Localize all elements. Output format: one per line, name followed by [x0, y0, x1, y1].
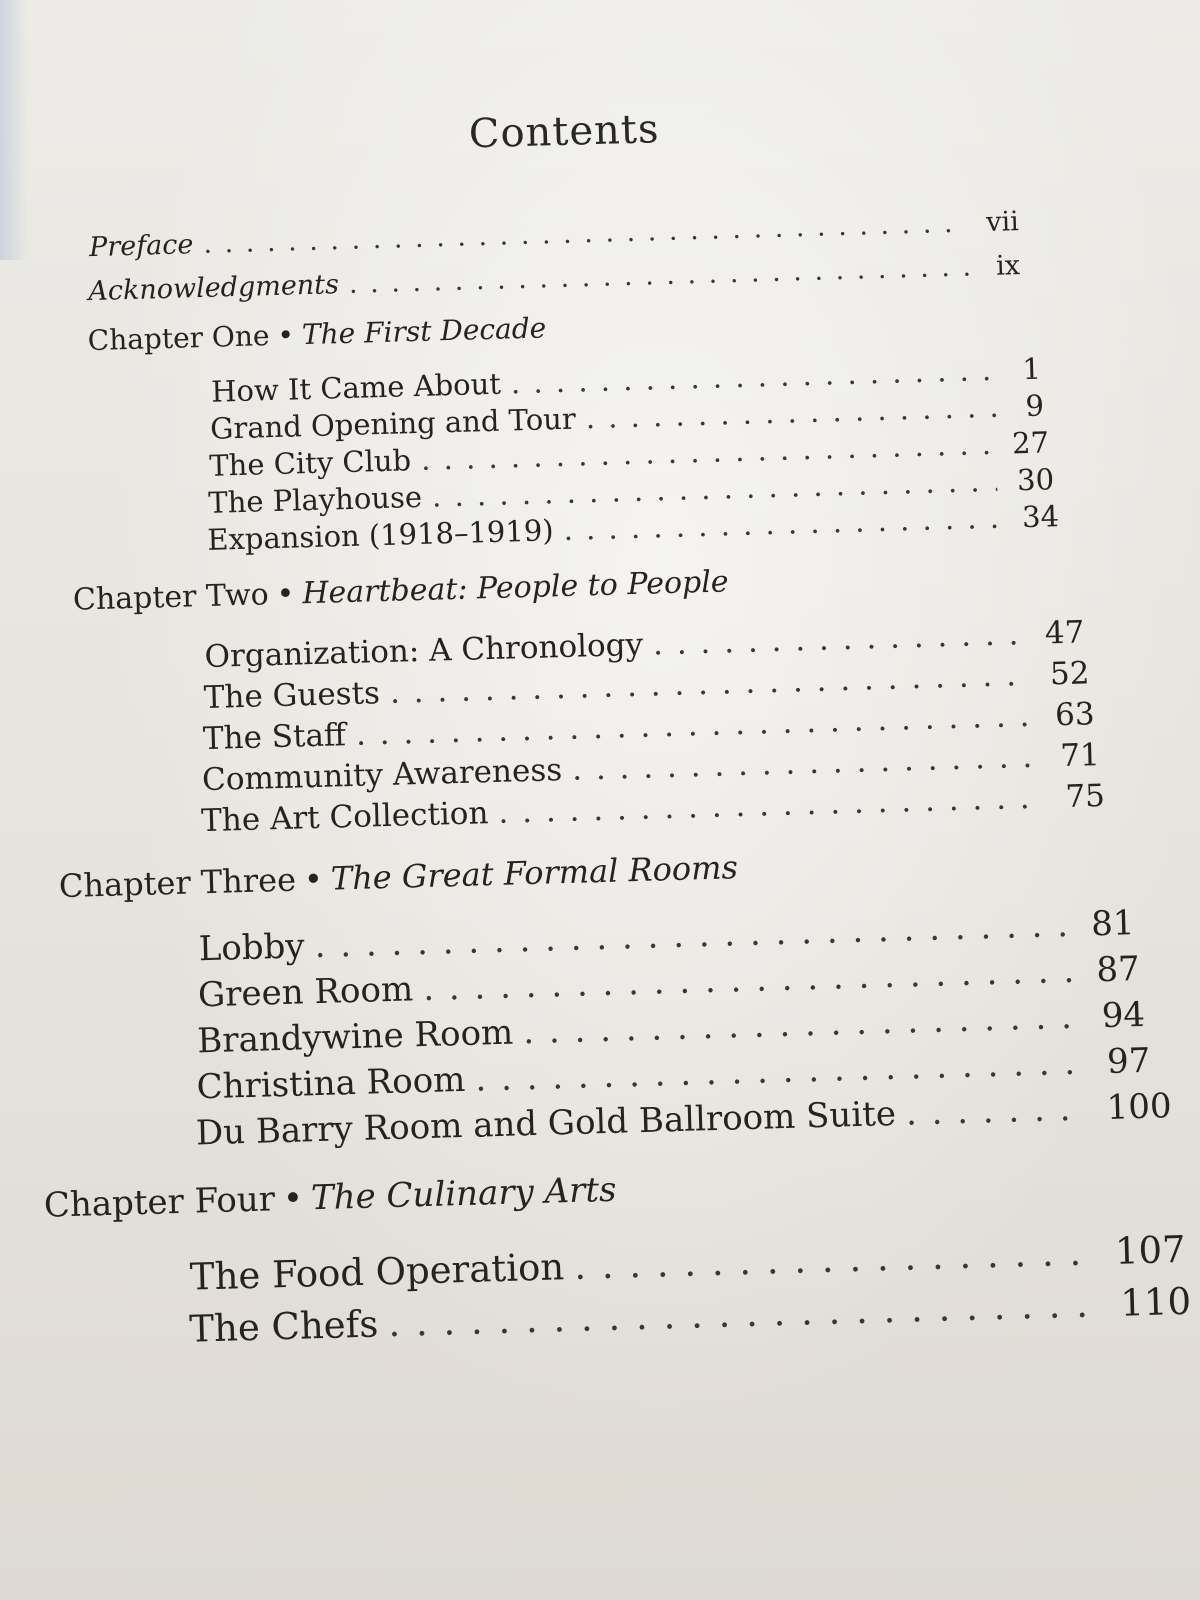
leader-dots [572, 739, 1041, 788]
toc-entry-page: 9 [1025, 388, 1045, 423]
leader-dots [574, 1230, 1096, 1288]
leader-dots [203, 208, 967, 260]
toc-entry-label: The City Club [208, 443, 412, 483]
toc-entry-page: 63 [1054, 696, 1096, 734]
toc-entry-label: Preface [88, 229, 194, 264]
chapter-heading-four [43, 1170, 617, 1226]
leader-dots [348, 251, 976, 300]
toc-entry-label: The Art Collection [200, 795, 489, 840]
chapter-number: Chapter One [87, 319, 270, 358]
leader-dots [652, 616, 1025, 662]
toc-entry-label: Christina Room [196, 1059, 466, 1108]
leader-dots [905, 1089, 1087, 1134]
toc-entry-label: Du Barry Room and Gold Ballroom Suite [195, 1093, 897, 1154]
toc-entry-page: vii [985, 206, 1020, 239]
toc-entry-label: The Playhouse [207, 479, 423, 520]
bullet-separator: • [282, 1178, 304, 1220]
chapter-title: The First Decade [301, 311, 547, 352]
chapter-number: Chapter Two [72, 577, 270, 618]
toc-entry-label: Acknowledgments [87, 269, 340, 308]
toc-entry-page: 34 [1021, 499, 1060, 535]
toc-entry-label: Lobby [198, 926, 306, 970]
toc-entry-page: 81 [1090, 903, 1135, 945]
toc-entry-page: ix [995, 250, 1021, 282]
toc-entry-page: 71 [1059, 737, 1101, 775]
toc-entry-label: The Food Operation [189, 1245, 565, 1299]
toc-entry-page: 1 [1021, 351, 1042, 387]
leader-dots [388, 1282, 1101, 1345]
toc-entry-label: The Chefs [188, 1302, 379, 1351]
bullet-separator: • [303, 859, 324, 899]
toc-entry-page: 75 [1064, 777, 1106, 816]
toc-entry-label: Green Room [197, 969, 414, 1016]
toc-entry-label: Expansion (1918–1919) [206, 513, 555, 557]
toc-entry-page: 97 [1106, 1040, 1151, 1082]
chapter-heading-three [58, 848, 738, 905]
toc-entry-page: 110 [1119, 1279, 1192, 1325]
toc-entry-label: Brandywine Room [196, 1012, 514, 1062]
page-title: Contents [468, 106, 661, 158]
toc-entry-page: 107 [1114, 1227, 1187, 1273]
toc-entry-page: 47 [1044, 614, 1085, 652]
chapter-heading-one [87, 311, 546, 357]
toc-entry-label: The Staff [202, 717, 347, 758]
toc-entry-label: Grand Opening and Tour [209, 401, 577, 446]
bullet-separator: • [276, 576, 295, 612]
chapter-number: Chapter Four [43, 1179, 276, 1226]
toc-entry-page: 87 [1095, 949, 1141, 991]
leader-dots [523, 997, 1083, 1053]
toc-entry-label: Organization: A Chronology [204, 626, 644, 676]
toc-entry-label: Community Awareness [201, 752, 563, 799]
toc-entry-label: The Guests [203, 675, 381, 717]
toc-entry-page: 94 [1101, 994, 1146, 1037]
chapter-title: The Great Formal Rooms [330, 848, 739, 898]
toc-entry-page: 30 [1016, 462, 1055, 498]
chapter-heading-two [73, 564, 730, 617]
toc-entry-label: How It Came About [210, 366, 502, 409]
toc-entry-page: 52 [1049, 655, 1090, 693]
chapter-title: Heartbeat: People to People [301, 564, 730, 612]
toc-entry-page: 100 [1106, 1086, 1173, 1129]
toc-entry-page: 27 [1011, 425, 1050, 461]
bullet-separator: • [276, 318, 295, 352]
chapter-title: The Culinary Arts [310, 1169, 617, 1219]
chapter-number: Chapter Three [58, 860, 297, 906]
